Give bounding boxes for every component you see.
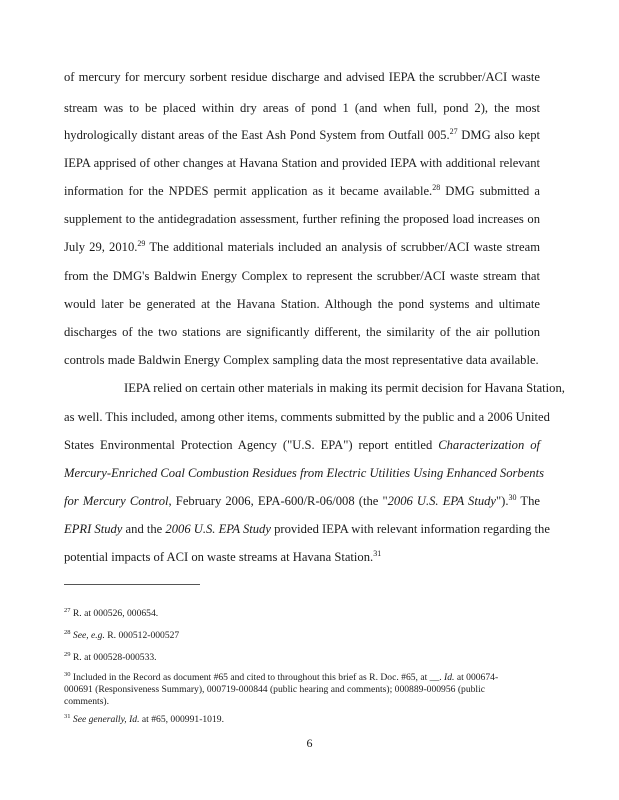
body-line: would later be generated at the Havana Station. Although the pond systems and ultimate [64,297,540,311]
body-line: as well. This included, among other items, comments submitted by the public and a 2006 United [64,410,550,424]
footnote-ref[interactable]: 29 [137,238,146,248]
body-line: IEPA apprised of other changes at Havana Station and provided IEPA with additional relevant [64,156,540,170]
footnote: $^{29}$ R. at 000528-000533. [64,650,157,663]
body-line [64,466,545,481]
body-line: stream was to be placed within dry areas of pond 1 (and when full, pond 2), the most [64,101,540,115]
footnote-ref[interactable]: 28 [432,182,441,192]
body-line: July 29, 2010.29 The additional materials included an analysis of scrubber/ACI waste stream [64,238,540,254]
footnote: $^{31}$ See generally, Id. at #65, 000991-1019. [64,712,224,725]
body-line: supplement to the antidegradation assessment, further refining the proposed load increases on [64,212,540,226]
footnote: $^{27}$ R. at 000526, 000654. [64,606,159,619]
footnote-continued: comments). [64,696,110,707]
body-line: information for the NPDES permit application as it became available.$^{28}$ DMG submitted a [64,182,540,198]
body-line: States Environmental Protection Agency ("U.S. EPA") report entitled Characterization of [64,438,540,452]
footnote-continued: 000691 (Responsiveness Summary), 000719-000844 (public hearing and comments); 000889-000956 (public [64,684,485,695]
footnote-divider [64,584,200,585]
body-line: hydrologically distant areas of the East Ash Pond System from Outfall 005.27 DMG also kept [64,126,540,142]
body-line: controls made Baldwin Energy Complex sampling data the most representative data available. [64,353,539,367]
body-line: of mercury for mercury sorbent residue discharge and advised IEPA the scrubber/ACI waste [64,70,540,84]
page-number: 6 [306,736,313,750]
footnote-ref[interactable]: 30 [508,492,517,502]
body-line: discharges of the two stations are significantly different, the similarity of the air pollution [64,325,540,339]
footnote-ref[interactable]: 31 [373,548,382,558]
body-line: IEPA relied on certain other materials in making its permit decision for Havana Station, [124,381,565,395]
body-line: EPRI Study and the 2006 U.S. EPA Study provided IEPA with relevant information regarding the [64,522,550,536]
footnote: $^{28}$ See, e.g. R. 000512-000527 [64,628,180,641]
report-title: Mercury-Enriched Coal Combustion Residues from Electric Utilities Using Enhanced Sorbents [64,466,545,480]
body-line: for Mercury Control, February 2006, EPA-600/R-06/008 (the "2006 U.S. EPA Study").$^{30}$ The [64,492,540,508]
body-line: potential impacts of ACI on waste streams at Havana Station.$^{31}$ [64,548,382,564]
body-line: from the DMG's Baldwin Energy Complex to represent the scrubber/ACI waste stream that [64,269,540,283]
footnote: $^{30}$ Included in the Record as document #65 and cited to throughout this brief as R. Doc. #65, at __. Id. at 000674- [64,670,499,683]
report-title: Characterization of [438,438,540,452]
footnote-ref[interactable]: 27 [449,126,458,136]
